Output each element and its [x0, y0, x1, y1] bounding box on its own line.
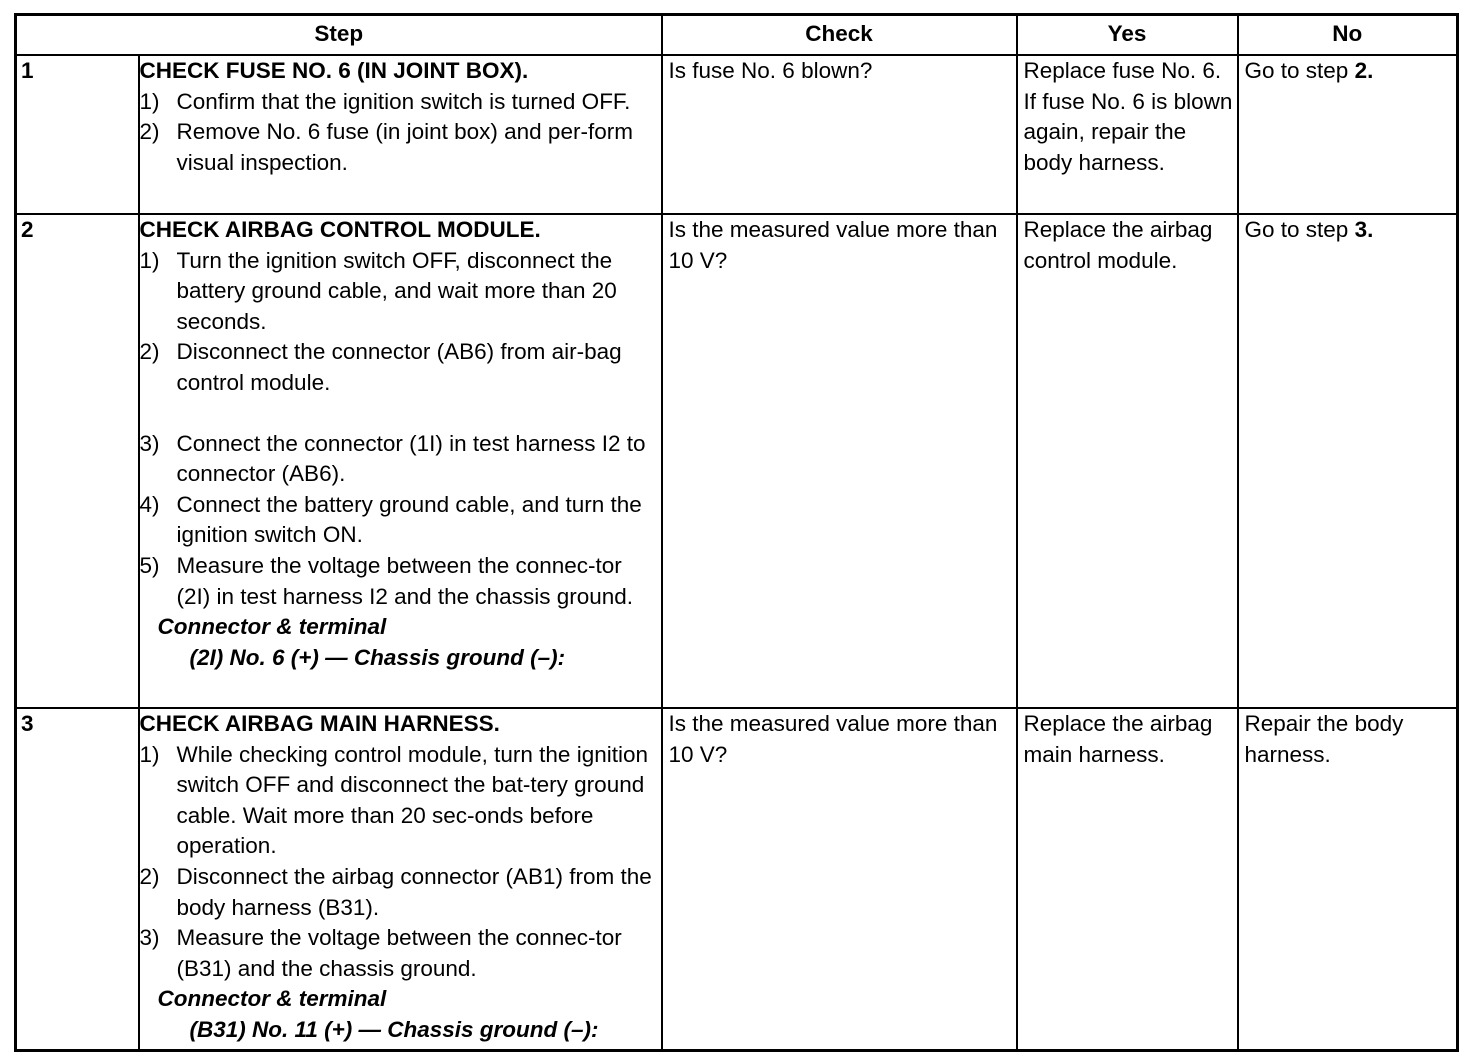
header-yes: Yes	[1017, 15, 1238, 56]
list-item: 2) Remove No. 6 fuse (in joint box) and per-form visual inspection.	[139, 119, 633, 175]
no-cell: Go to step 2.	[1238, 55, 1458, 214]
header-row	[16, 15, 1458, 56]
table-row	[16, 708, 1458, 1050]
step-title: CHECK FUSE NO. 6 (IN JOINT BOX).	[139, 58, 529, 83]
diagnostic-table	[14, 13, 1459, 1052]
yes-cell: Replace the airbag main harness.	[1017, 708, 1238, 1050]
step-items	[140, 87, 661, 179]
step-description	[139, 55, 662, 214]
spacer	[140, 399, 661, 429]
step-items	[140, 246, 661, 613]
header-step: Step	[16, 15, 662, 56]
list-item: 2) Disconnect the airbag connector (AB1) from the body harness (B31).	[139, 863, 652, 920]
check-cell: Is the measured value more than 10 V?	[662, 708, 1017, 1050]
list-item: 1) While checking control module, turn the ignition switch OFF and disconnect the bat-tery ground cable. Wait more than 20 sec-onds before operation.	[139, 741, 649, 859]
step-description	[139, 708, 662, 1050]
connector-label: Connector & terminal	[157, 614, 387, 640]
no-cell: Repair the body harness.	[1238, 708, 1458, 1050]
list-item: 2) Disconnect the connector (AB6) from air-bag control module.	[139, 339, 622, 395]
list-item: 1) Turn the ignition switch OFF, disconnect the battery ground cable, and wait more than 20 seconds.	[139, 247, 617, 334]
list-item: 4) Connect the battery ground cable, and turn the ignition switch ON.	[139, 491, 642, 548]
table-row	[16, 214, 1458, 708]
step-number: 3	[16, 708, 139, 1050]
table-row	[16, 55, 1458, 214]
step-items	[140, 740, 661, 985]
step-description	[139, 214, 662, 708]
list-item: 3) Measure the voltage between the connec-tor (B31) and the chassis ground.	[139, 925, 622, 981]
next-step-ref: 3.	[1354, 217, 1374, 242]
list-item: 3) Connect the connector (1I) in test harness I2 to connector (AB6).	[139, 430, 646, 487]
yes-cell: Replace fuse No. 6. If fuse No. 6 is blown again, repair the body harness.	[1017, 55, 1238, 214]
terminal-spec: (B31) No. 11 (+) — Chassis ground (–):	[189, 1016, 599, 1042]
header-no: No	[1238, 15, 1458, 56]
yes-cell: Replace the airbag control module.	[1017, 214, 1238, 708]
list-item: 1) Confirm that the ignition switch is turned OFF.	[139, 88, 631, 114]
check-cell: Is the measured value more than 10 V?	[662, 214, 1017, 708]
step-title: CHECK AIRBAG MAIN HARNESS.	[139, 711, 500, 736]
step-number: 2	[16, 214, 139, 708]
terminal-spec: (2I) No. 6 (+) — Chassis ground (–):	[189, 644, 566, 670]
no-cell: Go to step 3.	[1238, 214, 1458, 708]
next-step-ref: 2.	[1354, 58, 1374, 83]
step-title: CHECK AIRBAG CONTROL MODULE.	[139, 217, 541, 242]
check-cell: Is fuse No. 6 blown?	[662, 55, 1017, 214]
list-item: 5) Measure the voltage between the connec-tor (2I) in test harness I2 and the chassis ground.	[139, 552, 634, 609]
step-number: 1	[16, 55, 139, 214]
header-check: Check	[662, 15, 1017, 56]
connector-label: Connector & terminal	[157, 986, 387, 1012]
